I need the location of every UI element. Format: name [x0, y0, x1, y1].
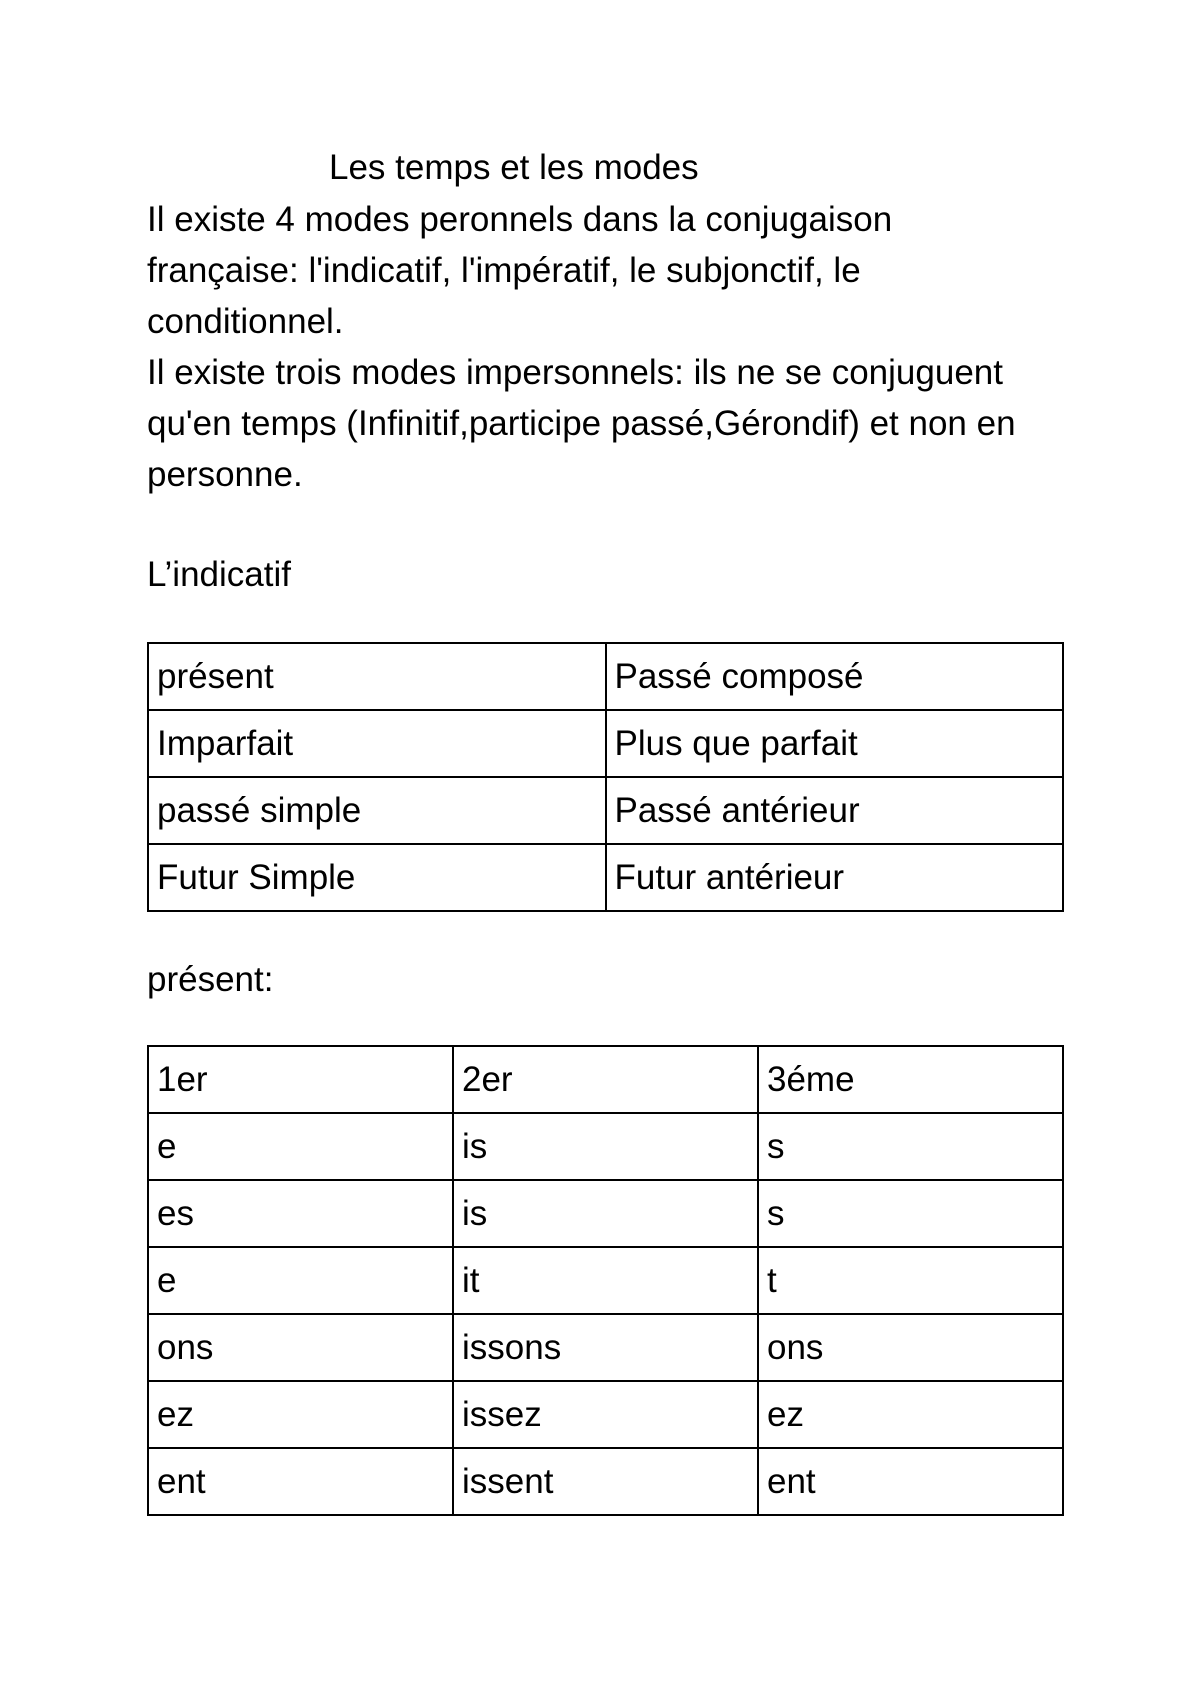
table-cell: Passé composé	[606, 643, 1064, 710]
table-header-cell: 2er	[453, 1046, 758, 1113]
table-cell: ent	[148, 1448, 453, 1515]
spacer	[147, 500, 1067, 549]
table-cell: issent	[453, 1448, 758, 1515]
table-cell: ent	[758, 1448, 1063, 1515]
document-page	[147, 142, 1067, 1516]
paragraph-personal-modes: Il existe 4 modes peronnels dans la conjugaison française: l'indicatif, l'impératif, le subjonctif, le conditionnel.	[147, 200, 893, 341]
present-heading: présent:	[147, 960, 274, 999]
table-cell: s	[758, 1180, 1063, 1247]
table-row	[148, 710, 1063, 777]
table-cell: ez	[148, 1381, 453, 1448]
table-row	[148, 1381, 1063, 1448]
table-cell: Passé antérieur	[606, 777, 1064, 844]
table-row	[148, 1180, 1063, 1247]
table-cell: Futur Simple	[148, 844, 606, 911]
table-cell: s	[758, 1113, 1063, 1180]
indicatif-heading: L’indicatif	[147, 555, 291, 594]
table-cell: Futur antérieur	[606, 844, 1064, 911]
paragraph-impersonal-modes: Il existe trois modes impersonnels: ils ne se conjuguent qu'en temps (Infinitif,participe passé,Gérondif) et non en personne.	[147, 353, 1016, 494]
tenses-table	[147, 642, 1064, 912]
table-row	[148, 1314, 1063, 1381]
table-cell: Imparfait	[148, 710, 606, 777]
table-cell: Plus que parfait	[606, 710, 1064, 777]
table-cell: e	[148, 1113, 453, 1180]
table-cell: it	[453, 1247, 758, 1314]
table-cell: is	[453, 1180, 758, 1247]
present-endings-table	[147, 1045, 1064, 1516]
table-row	[148, 643, 1063, 710]
table-cell: passé simple	[148, 777, 606, 844]
table-row	[148, 1448, 1063, 1515]
table-cell: ons	[758, 1314, 1063, 1381]
table-cell: ez	[758, 1381, 1063, 1448]
table-cell: es	[148, 1180, 453, 1247]
table-cell: présent	[148, 643, 606, 710]
table-row	[148, 1247, 1063, 1314]
table-cell: e	[148, 1247, 453, 1314]
table-row	[148, 777, 1063, 844]
table-row	[148, 844, 1063, 911]
table-cell: ons	[148, 1314, 453, 1381]
table-header-row	[148, 1046, 1063, 1113]
table-header-cell: 3éme	[758, 1046, 1063, 1113]
table-row	[148, 1113, 1063, 1180]
spacer	[147, 912, 1067, 954]
table-cell: issons	[453, 1314, 758, 1381]
table-cell: is	[453, 1113, 758, 1180]
table-cell: t	[758, 1247, 1063, 1314]
table-cell: issez	[453, 1381, 758, 1448]
document-title: Les temps et les modes	[329, 148, 699, 187]
table-header-cell: 1er	[148, 1046, 453, 1113]
